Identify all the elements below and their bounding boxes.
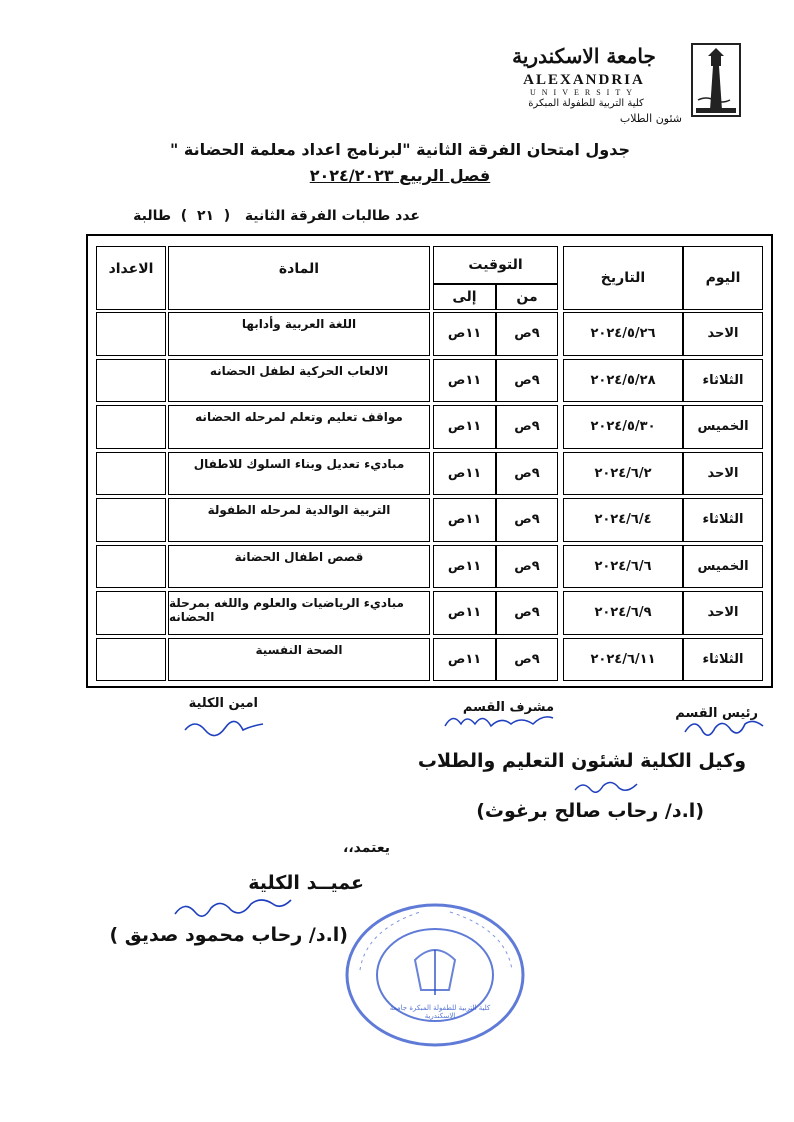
row-5-subject: التربية الوالدية لمرحله الطفولة [168,498,430,542]
student-count-label: عدد طالبات الفرقة الثانية [244,208,420,224]
row-5-day: الثلاثاء [683,498,763,542]
row-8-from: ٩ص [496,638,558,682]
row-1-day: الاحد [683,312,763,356]
row-8-subject: الصحة النفسية [168,638,430,682]
university-name-en-sub: UNIVERSITY [530,88,638,97]
row-2-subject: الالعاب الحركية لطفل الحضانه [168,359,430,403]
row-3-prep [96,405,166,449]
row-1-to: ١١ص [433,312,496,356]
dean-name: (ا.د/ رحاب محمود صديق ) [109,924,348,946]
stamp-text: كلية التربية للطفولة المبكرة جامعة الاسكندرية [389,1004,491,1020]
row-3-from: ٩ص [496,405,558,449]
head-dept-label: رئيس القسم [675,706,758,721]
exam-schedule-table [86,234,773,688]
row-2-prep [96,359,166,403]
row-6-date: ٢٠٢٤/٦/٦ [563,545,683,589]
page-title: جدول امتحان الفرقة الثانية "لبرنامج اعداد معلمة الحضانة " [169,140,631,159]
row-1-prep [96,312,166,356]
page-subtitle: فصل الربيع ٢٠٢٤/٢٠٢٣ [309,166,491,185]
row-3-date: ٢٠٢٤/٥/٣٠ [563,405,683,449]
header-timing: التوقيت [433,246,558,284]
vice-dean-signature [570,776,650,800]
row-6-subject: قصص اطفال الحضانة [168,545,430,589]
row-7-from: ٩ص [496,591,558,635]
row-6-day: الخميس [683,545,763,589]
row-8-prep [96,638,166,682]
row-4-date: ٢٠٢٤/٦/٢ [563,452,683,496]
row-4-prep [96,452,166,496]
row-5-from: ٩ص [496,498,558,542]
row-1-subject: اللغة العربية وأدابها [168,312,430,356]
row-3-day: الخميس [683,405,763,449]
row-7-subject: مباديء الرياضيات والعلوم واللغه بمرحلة الحضانه [168,591,430,635]
row-6-to: ١١ص [433,545,496,589]
vice-dean-name: (ا.د/ رحاب صالح برغوث) [476,800,704,822]
header-subject: المادة [168,246,430,310]
row-5-date: ٢٠٢٤/٦/٤ [563,498,683,542]
row-8-date: ٢٠٢٤/٦/١١ [563,638,683,682]
row-4-subject: مباديء تعديل وبناء السلوك للاطفال [168,452,430,496]
college-name: كلية التربية للطفولة المبكرة [528,98,644,109]
dean-title: عميــد الكلية [248,872,364,894]
approval-label: يعتمد،، [343,840,390,856]
department-name: شئون الطلاب [619,112,682,125]
head-dept-signature [680,712,770,746]
header-day: اليوم [683,246,763,310]
row-4-from: ٩ص [496,452,558,496]
row-5-prep [96,498,166,542]
dean-signature [170,896,300,926]
university-name-ar: جامعة الاسكندرية [512,44,656,68]
row-2-to: ١١ص [433,359,496,403]
row-7-date: ٢٠٢٤/٦/٩ [563,591,683,635]
row-2-date: ٢٠٢٤/٥/٢٨ [563,359,683,403]
lighthouse-icon [688,40,744,120]
row-6-prep [96,545,166,589]
row-3-to: ١١ص [433,405,496,449]
row-4-day: الاحد [683,452,763,496]
row-8-day: الثلاثاء [683,638,763,682]
header-from: من [496,284,558,310]
vice-dean-title: وكيل الكلية لشئون التعليم والطلاب [417,750,746,772]
university-name-en: ALEXANDRIA [523,72,645,88]
student-count-unit: طالبة [133,208,172,224]
supervisor-label: مشرف القسم [462,700,554,715]
row-5-to: ١١ص [433,498,496,542]
student-count-value: ٢١ [196,208,215,224]
row-6-from: ٩ص [496,545,558,589]
header-to: إلى [433,284,496,310]
row-4-to: ١١ص [433,452,496,496]
row-1-date: ٢٠٢٤/٥/٢٦ [563,312,683,356]
student-count: عدد طالبات الفرقة الثانية ( ٢١ ) طالبة [133,208,420,224]
supervisor-signature [440,706,560,736]
official-seal-icon [340,900,530,1050]
row-7-day: الاحد [683,591,763,635]
row-7-to: ١١ص [433,591,496,635]
header-date: التاريخ [563,246,683,310]
row-3-subject: مواقف تعليم وتعلم لمرحله الحضانه [168,405,430,449]
row-8-to: ١١ص [433,638,496,682]
secretary-signature [180,712,270,742]
row-2-from: ٩ص [496,359,558,403]
header-prep: الاعداد [96,246,166,310]
row-1-from: ٩ص [496,312,558,356]
secretary-label: امين الكلية [188,696,258,711]
row-2-day: الثلاثاء [683,359,763,403]
row-7-prep [96,591,166,635]
